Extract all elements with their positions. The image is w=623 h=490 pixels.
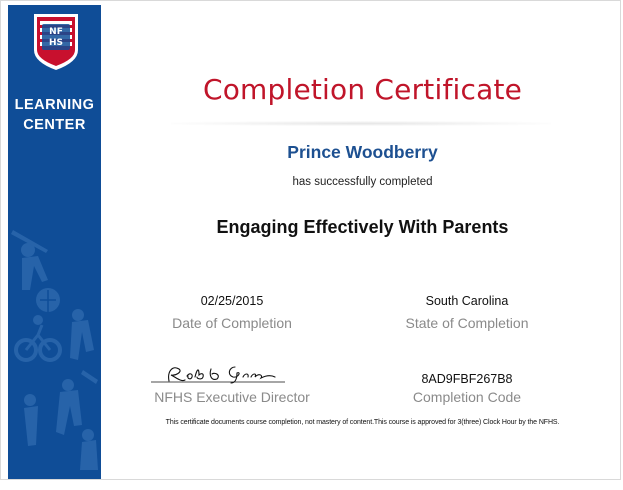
sidebar-title-line1: LEARNING [14, 97, 95, 113]
completion-code-value: 8AD9FBF267B8 [421, 372, 513, 386]
state-label: State of Completion [405, 315, 529, 331]
date-label: Date of Completion [172, 315, 292, 331]
svg-text:HS: HS [48, 38, 64, 48]
title-divider [171, 121, 551, 126]
sidebar [8, 5, 101, 479]
signer-label: NFHS Executive Director [154, 389, 310, 405]
date-value: 02/25/2015 [200, 294, 264, 308]
state-value: South Carolina [425, 294, 509, 308]
svg-text:NF: NF [49, 27, 63, 37]
certificate-title: Completion Certificate [202, 73, 523, 106]
completion-code-label: Completion Code [412, 389, 522, 405]
nfhs-logo [32, 12, 80, 72]
recipient-name: Prince Woodberry [287, 142, 438, 162]
athletes-collage-image [8, 220, 101, 475]
course-name: Engaging Effectively With Parents [216, 217, 509, 237]
completed-text: has successfully completed [292, 176, 433, 188]
sidebar-title-line2: CENTER [23, 117, 86, 133]
director-signature-image [149, 361, 289, 387]
certificate-footnote: This certificate documents course completion, not mastery of content.This course is approved for 3(three) Clock Hour by the NFHS. [165, 419, 560, 426]
